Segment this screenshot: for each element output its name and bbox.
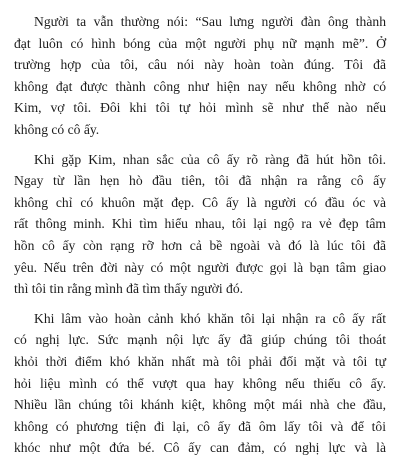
text-line: hỏi liệu mình có thể vượt qua hay không nếu thiếu cô ấy. <box>14 375 386 391</box>
text-line: Ngay từ lần hẹn hò đầu tiên, tôi đã nhận ra rằng cô ấy <box>14 173 386 189</box>
text-line: khóc như một đứa bé. Cô ấy can đảm, có nghị lực và là <box>14 440 386 456</box>
text-line: rất thông minh. Khi tìm hiểu nhau, tôi lại ngộ ra vẻ đẹp tâm <box>14 216 386 232</box>
text-line: đạt luôn có hình bóng của một người phụ nữ mạnh mẽ”. Ở <box>14 35 386 51</box>
text-line: Nhiều lần chúng tôi khánh kiệt, không một mái nhà che đầu, <box>14 397 386 413</box>
text-line: Khi lâm vào hoàn cảnh khó khăn tôi lại nhận ra cô ấy rất <box>34 310 386 326</box>
text-line: Khi gặp Kim, nhan sắc của cô ấy rõ ràng đã hút hồn tôi. <box>34 151 386 167</box>
text-line: Người ta vẫn thường nói: “Sau lưng người đàn ông thành <box>34 14 386 29</box>
text-line: hồn cô ấy còn rạng rỡ hơn cả bề ngoài và đó là lúc tôi đã <box>14 238 386 253</box>
text-line: không có cô ấy. <box>14 122 100 137</box>
text-line: thì tôi tin rằng mình đã tìm thấy người đó. <box>14 281 244 297</box>
text-line: không có phương tiện đi lại, cô ấy đã ôm lấy tôi và để tôi <box>14 418 386 434</box>
text-line: yêu. Nếu trên đời này có một người được gọi là bạn tâm giao <box>14 259 386 275</box>
text-line: Kim, vợ tôi. Đôi khi tôi tự hỏi mình sẽ như thế nào nếu <box>14 100 386 116</box>
text-line: không chỉ có khuôn mặt đẹp. Cô ấy là người có đầu óc và <box>14 194 386 210</box>
text-line: khỏi thời điểm khó khăn nhất mà tôi phải đối mặt và tôi tự <box>14 354 386 369</box>
text-line: không đạt được thành công như hiện nay nếu không nhờ có <box>14 78 386 94</box>
text-line: trường hợp của tôi, câu nói này hoàn toàn đúng. Tôi đã <box>14 57 386 73</box>
text-line: có nghị lực. Sức mạnh nội lực ấy đã giúp chúng tôi thoát <box>14 332 386 348</box>
